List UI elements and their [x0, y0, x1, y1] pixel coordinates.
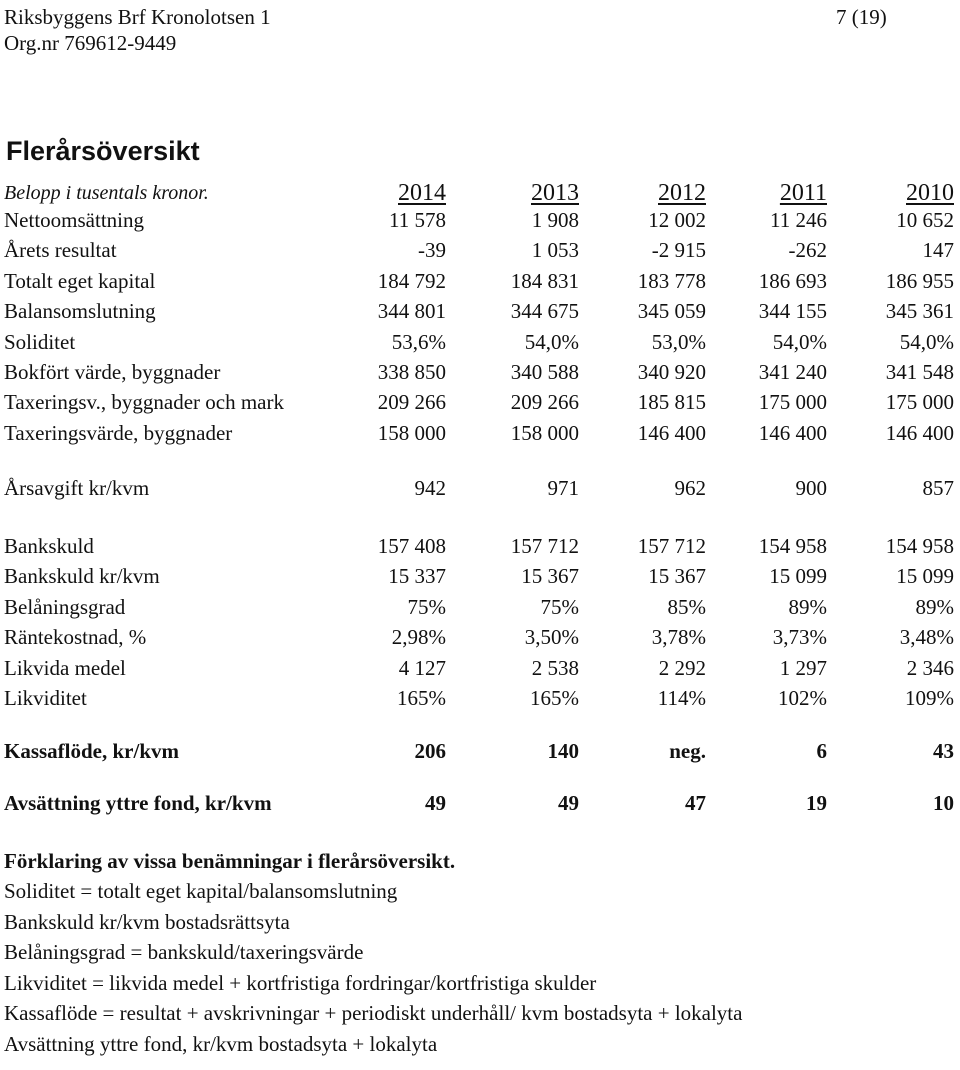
row-value: 344 675 [510, 299, 579, 324]
row-label: Bankskuld [4, 534, 94, 558]
table-row [0, 592, 960, 622]
row-label: Soliditet [4, 329, 76, 354]
table-row [0, 653, 960, 683]
table-row [0, 473, 960, 503]
row-value: 15 367 [521, 564, 579, 589]
row-value: 102% [778, 686, 827, 710]
row-label: Belåningsgrad [4, 594, 126, 619]
row-value: 209 266 [377, 390, 446, 415]
organization-number: Org.nr 769612-9449 [4, 31, 177, 55]
row-value: 158 000 [377, 420, 446, 445]
row-value: 175 000 [758, 390, 827, 415]
row-value: 1 053 [531, 238, 579, 263]
row-label: Bankskuld kr/kvm [4, 564, 160, 589]
row-value: 154 958 [758, 534, 827, 558]
row-value: 345 059 [637, 299, 706, 324]
row-value: 43 [933, 739, 954, 763]
row-label: Årsavgift kr/kvm [4, 476, 150, 500]
row-value: 53,6% [391, 329, 446, 354]
row-value: 184 792 [377, 268, 446, 293]
table-row [0, 357, 960, 387]
row-value: 146 400 [637, 420, 706, 445]
row-value: 140 [547, 739, 579, 763]
table-row [0, 296, 960, 326]
year-header: 2012 [658, 180, 706, 206]
row-value: 15 367 [648, 564, 706, 589]
row-value: 344 155 [758, 299, 827, 324]
row-value: 15 099 [769, 564, 827, 589]
footnote-line: Belåningsgrad = bankskuld/taxeringsvärde [4, 940, 364, 965]
row-value: 345 361 [885, 299, 954, 324]
page-title: Flerårsöversikt [6, 136, 200, 166]
row-value: 206 [414, 739, 446, 763]
row-label: Årets resultat [4, 238, 117, 263]
row-label: Totalt eget kapital [4, 268, 156, 293]
row-value: 6 [816, 739, 827, 763]
row-value: 186 693 [758, 268, 827, 293]
unit-note: Belopp i tusentals kronor. [4, 182, 209, 204]
row-value: 10 [933, 791, 954, 815]
row-label: Räntekostnad, % [4, 625, 147, 650]
row-value: 19 [806, 791, 827, 815]
row-value: 165% [530, 686, 579, 710]
row-value: 4 127 [398, 655, 446, 680]
footnote-line: Likviditet = likvida medel + kortfristiga fordringar/kortfristiga skulder [4, 970, 597, 995]
row-label: Kassaflöde, kr/kvm [4, 739, 180, 763]
row-value: 185 815 [637, 390, 706, 415]
year-header-row [0, 178, 960, 208]
year-header: 2010 [906, 180, 954, 206]
footnote-heading: Förklaring av vissa benämningar i flerårsöversikt. [4, 849, 456, 873]
table-row [0, 622, 960, 652]
row-value: 89% [915, 594, 954, 619]
row-value: 338 850 [377, 360, 446, 384]
row-value: 2 346 [906, 655, 954, 680]
row-value: 344 801 [377, 299, 446, 324]
row-value: 340 588 [510, 360, 579, 384]
page-number: 7 (19) [836, 5, 887, 29]
row-value: 900 [795, 476, 827, 500]
row-value: 146 400 [885, 420, 954, 445]
row-value: 3,73% [772, 625, 827, 650]
footnote-line: Bankskuld kr/kvm bostadsrättsyta [4, 909, 290, 934]
row-value: 165% [397, 686, 446, 710]
row-value: 857 [922, 476, 954, 500]
row-value: 340 920 [637, 360, 706, 384]
row-value: 75% [540, 594, 579, 619]
row-value: 1 908 [531, 208, 579, 232]
table-row [0, 736, 960, 766]
row-label: Taxeringsv., byggnader och mark [4, 390, 284, 415]
row-label: Avsättning yttre fond, kr/kvm [4, 791, 272, 815]
year-header: 2014 [398, 180, 446, 206]
row-label: Likviditet [4, 686, 87, 710]
year-header: 2013 [531, 180, 579, 206]
table-row [0, 235, 960, 265]
row-value: 157 408 [377, 534, 446, 558]
row-value: 158 000 [510, 420, 579, 445]
row-value: 3,48% [899, 625, 954, 650]
row-value: 1 297 [779, 655, 827, 680]
row-value: 341 240 [758, 360, 827, 384]
row-value: 184 831 [510, 268, 579, 293]
row-value: 89% [788, 594, 827, 619]
row-value: 47 [685, 791, 706, 815]
footnote-line: Kassaflöde = resultat + avskrivningar + periodiskt underhåll/ kvm bostadsyta + lokalyta [4, 1001, 743, 1026]
table-row [0, 531, 960, 561]
row-value: 341 548 [885, 360, 954, 384]
table-row [0, 683, 960, 713]
row-label: Likvida medel [4, 655, 126, 680]
footnote-line: Soliditet = totalt eget kapital/balansomslutning [4, 879, 398, 903]
row-value: 157 712 [637, 534, 706, 558]
row-value: 53,0% [651, 329, 706, 354]
row-value: 54,0% [899, 329, 954, 354]
row-value: 15 099 [896, 564, 954, 589]
organization-name: Riksbyggens Brf Kronolotsen 1 [4, 5, 271, 29]
row-value: 971 [547, 476, 579, 500]
row-value: 10 652 [896, 208, 954, 232]
year-header: 2011 [779, 180, 827, 206]
row-value: 49 [558, 791, 579, 815]
row-value: 11 246 [770, 208, 827, 232]
row-value: 3,50% [524, 625, 579, 650]
row-value: neg. [669, 739, 706, 763]
row-label: Taxeringsvärde, byggnader [4, 420, 233, 445]
footnote-line: Avsättning yttre fond, kr/kvm bostadsyta + lokalyta [4, 1032, 438, 1056]
table-row [0, 387, 960, 417]
row-value: 209 266 [510, 390, 579, 415]
table-row [0, 788, 960, 818]
row-value: 183 778 [637, 268, 706, 293]
row-value: 2 292 [658, 655, 706, 680]
row-value: 186 955 [885, 268, 954, 293]
row-value: 12 002 [648, 208, 706, 232]
row-value: 942 [414, 476, 446, 500]
table-row [0, 327, 960, 357]
row-value: 157 712 [510, 534, 579, 558]
row-value: -39 [418, 238, 446, 263]
row-value: 109% [905, 686, 954, 710]
table-row [0, 266, 960, 296]
row-value: 2 538 [531, 655, 579, 680]
row-value: 54,0% [772, 329, 827, 354]
row-value: 3,78% [651, 625, 706, 650]
row-value: 11 578 [389, 208, 446, 232]
table-row [0, 418, 960, 448]
row-value: 154 958 [885, 534, 954, 558]
row-label: Balansomslutning [4, 299, 156, 324]
row-value: 54,0% [524, 329, 579, 354]
table-row [0, 205, 960, 235]
row-value: 114% [657, 686, 706, 710]
table-row [0, 561, 960, 591]
row-value: 85% [667, 594, 706, 619]
row-value: -262 [788, 238, 827, 263]
row-value: 49 [425, 791, 446, 815]
row-value: -2 915 [651, 238, 706, 263]
row-value: 962 [674, 476, 706, 500]
row-value: 146 400 [758, 420, 827, 445]
row-value: 15 337 [388, 564, 446, 589]
row-label: Bokfört värde, byggnader [4, 360, 221, 384]
row-value: 2,98% [391, 625, 446, 650]
row-label: Nettoomsättning [4, 208, 144, 232]
row-value: 175 000 [885, 390, 954, 415]
row-value: 75% [407, 594, 446, 619]
row-value: 147 [922, 238, 954, 263]
